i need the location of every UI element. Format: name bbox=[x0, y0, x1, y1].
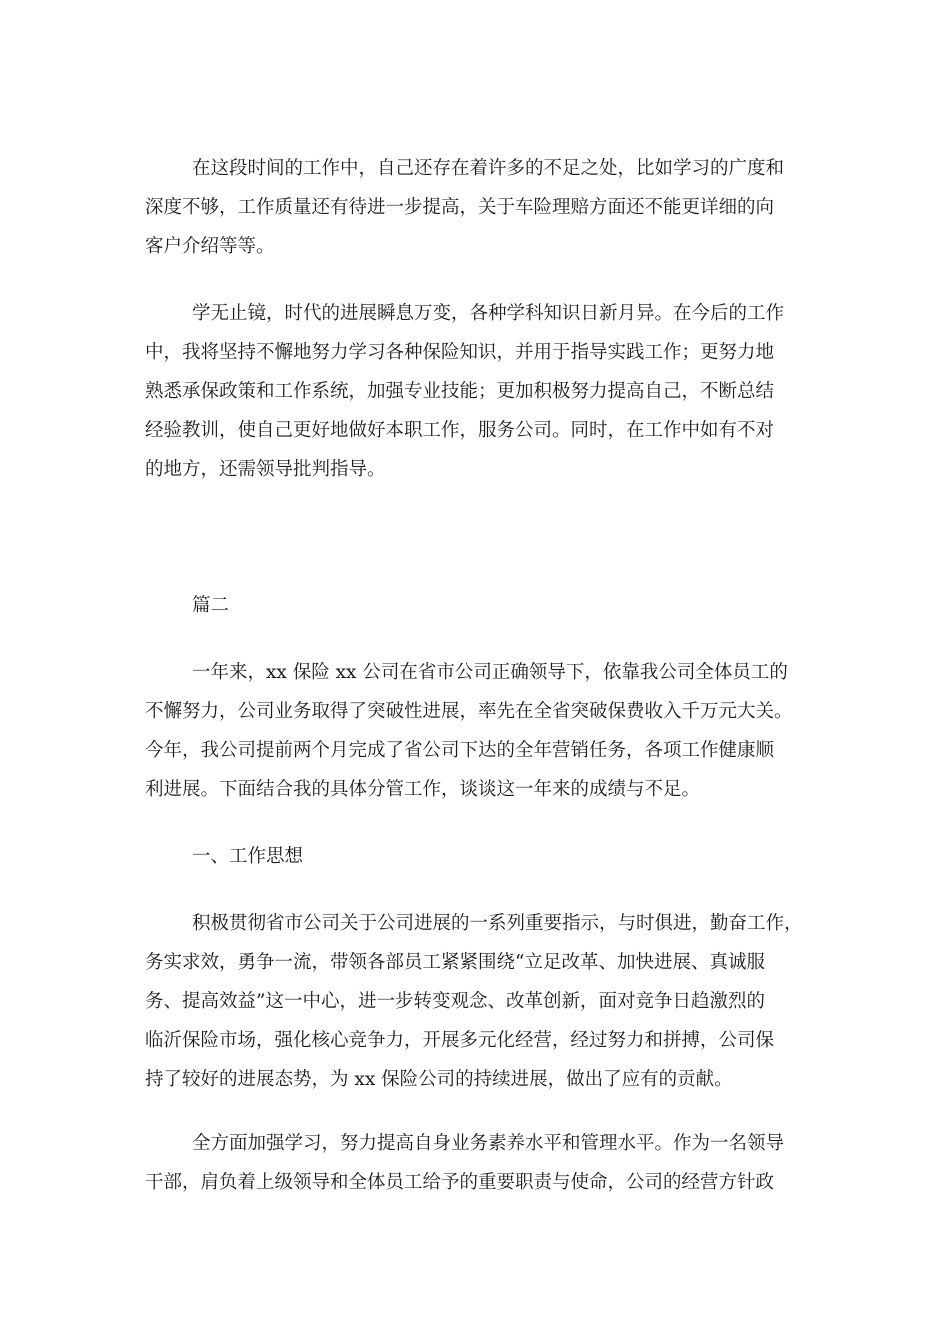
paragraph-line: 客户介绍等等。 bbox=[145, 236, 275, 257]
paragraph-line: 一年来，xx 保险 xx 公司在省市公司正确领导下，依靠我公司全体员工的 bbox=[192, 662, 788, 683]
paragraph-line: 深度不够，工作质量还有待进一步提高，关于车险理赔方面还不能更详细的向 bbox=[145, 197, 775, 218]
paragraph-line: 全方面加强学习，努力提高自身业务素养水平和管理水平。作为一名领导 bbox=[192, 1133, 785, 1154]
paragraph-line: 今年，我公司提前两个月完成了省公司下达的全年营销任务，各项工作健康顺 bbox=[145, 740, 775, 761]
paragraph-line: 务、提高效益”这一中心，进一步转变观念、改革创新，面对竞争日趋激烈的 bbox=[145, 991, 765, 1012]
paragraph-line: 的地方，还需领导批判指导。 bbox=[145, 459, 386, 480]
section-heading: 篇二 bbox=[192, 595, 230, 616]
paragraph-line: 务实求效，勇争一流，带领各部员工紧紧围绕“立足改革、加快进展、真诚服 bbox=[145, 952, 765, 973]
paragraph-line: 不懈努力，公司业务取得了突破性进展，率先在全省突破保费收入千万元大关。 bbox=[145, 701, 793, 722]
paragraph-line: 学无止镜，时代的进展瞬息万变，各种学科知识日新月异。在今后的工作 bbox=[192, 303, 785, 324]
subheading: 一、工作思想 bbox=[192, 846, 304, 867]
paragraph-line: 积极贯彻省市公司关于公司进展的一系列重要指示，与时俱进，勤奋工作， bbox=[192, 913, 803, 934]
paragraph-line: 在这段时间的工作中，自己还存在着许多的不足之处，比如学习的广度和 bbox=[192, 158, 785, 179]
paragraph-line: 中，我将坚持不懈地努力学习各种保险知识，并用于指导实践工作；更努力地 bbox=[145, 342, 775, 363]
paragraph-line: 干部，肩负着上级领导和全体员工给予的重要职责与使命，公司的经营方针政 bbox=[145, 1172, 775, 1193]
paragraph-line: 临沂保险市场，强化核心竞争力，开展多元化经营，经过努力和拼搏，公司保 bbox=[145, 1030, 775, 1051]
paragraph-line: 熟悉承保政策和工作系统，加强专业技能；更加积极努力提高自己，不断总结 bbox=[145, 381, 775, 402]
paragraph-line: 利进展。下面结合我的具体分管工作，谈谈这一年来的成绩与不足。 bbox=[145, 779, 701, 800]
paragraph-line: 经验教训，使自己更好地做好本职工作，服务公司。同时，在工作中如有不对 bbox=[145, 420, 775, 441]
paragraph-line: 持了较好的进展态势，为 xx 保险公司的持续进展，做出了应有的贡献。 bbox=[145, 1069, 733, 1090]
